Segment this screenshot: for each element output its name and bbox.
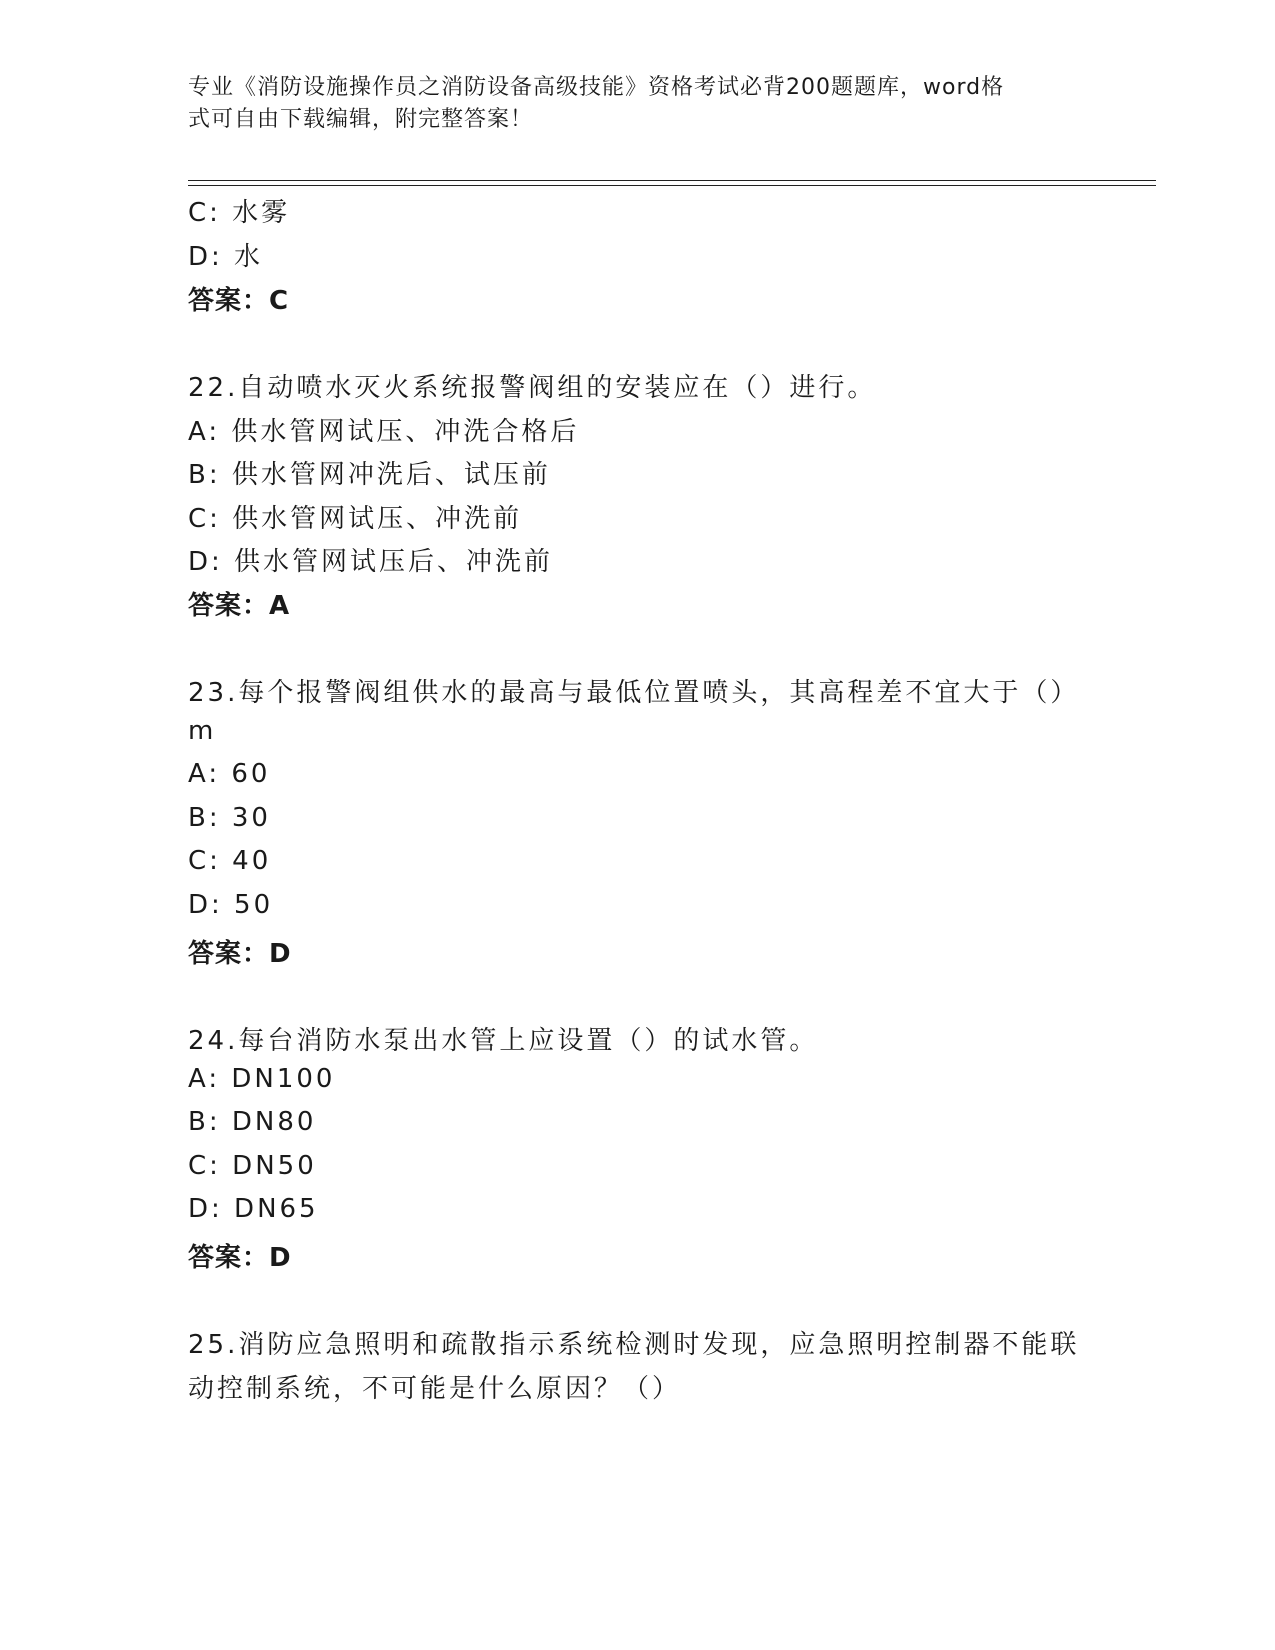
q23-answer: 答案：D (188, 939, 292, 969)
header-line-2: 式可自由下载编辑，附完整答案！ (188, 107, 534, 132)
q24-option-a: A: DN100 (188, 1064, 336, 1094)
document-header (188, 72, 1068, 136)
q24-option-b: B: DN80 (188, 1107, 317, 1137)
q23-option-c: C: 40 (188, 846, 272, 876)
header-divider-bottom (188, 185, 1156, 186)
q23-option-b: B: 30 (188, 803, 271, 833)
q23-option-a: A: 60 (188, 759, 271, 789)
q22-option-d: D: 供水管网试压后、冲洗前 (188, 547, 554, 577)
q22-option-a: A: 供水管网试压、冲洗合格后 (188, 417, 580, 447)
header-line-1: 专业《消防设施操作员之消防设备高级技能》资格考试必背200题题库，word格 (188, 75, 1005, 100)
q25-stem-line-1: 25.消防应急照明和疏散指示系统检测时发现，应急照明控制器不能联 (188, 1330, 1080, 1360)
q22-option-b: B: 供水管网冲洗后、试压前 (188, 460, 551, 490)
q22-option-c: C: 供水管网试压、冲洗前 (188, 504, 523, 534)
q23-stem-line-2: m (188, 716, 217, 746)
q21-option-c: C: 水雾 (188, 198, 291, 228)
q22-answer: 答案：A (188, 591, 291, 621)
q24-stem: 24.每台消防水泵出水管上应设置（）的试水管。 (188, 1026, 819, 1056)
header-divider-top (188, 180, 1156, 181)
q22-stem: 22.自动喷水灭火系统报警阀组的安装应在（）进行。 (188, 373, 877, 403)
q23-stem-line-1: 23.每个报警阀组供水的最高与最低位置喷头，其高程差不宜大于（） (188, 678, 1080, 708)
q25-stem-line-2: 动控制系统，不可能是什么原因？（） (188, 1374, 682, 1404)
q21-option-d: D: 水 (188, 242, 264, 272)
q24-option-c: C: DN50 (188, 1151, 317, 1181)
q24-answer: 答案：D (188, 1243, 292, 1273)
q24-option-d: D: DN65 (188, 1194, 319, 1224)
q23-option-d: D: 50 (188, 890, 274, 920)
q21-answer: 答案：C (188, 286, 290, 316)
